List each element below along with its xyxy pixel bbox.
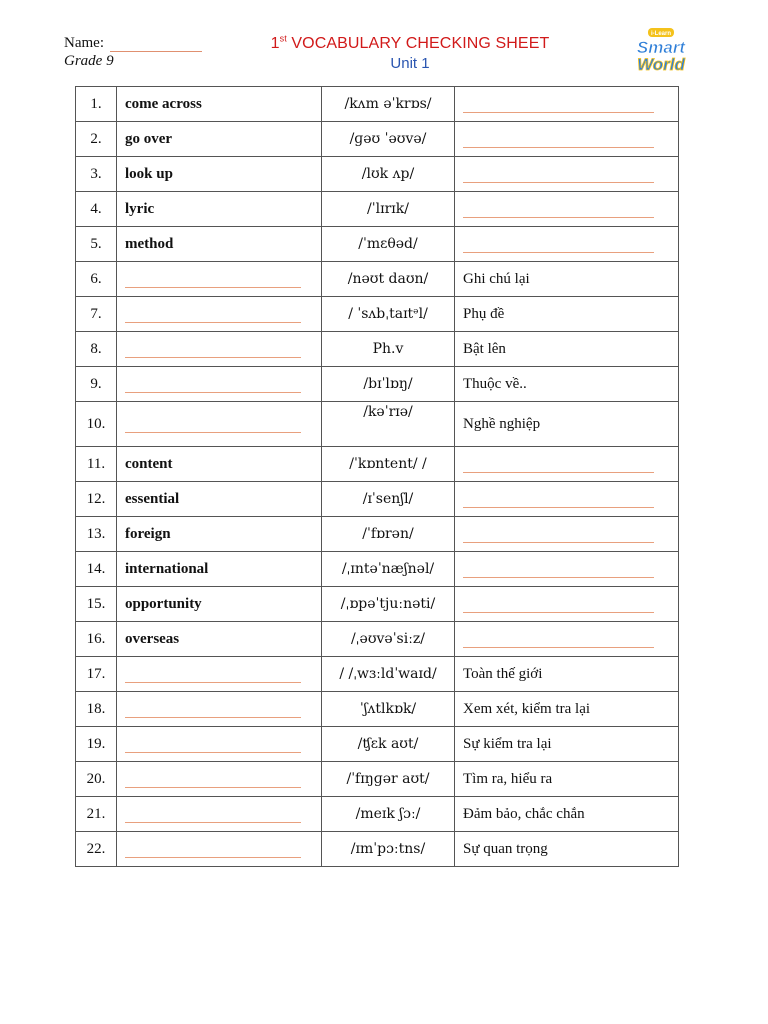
word-cell[interactable] [117,297,322,332]
meaning-cell[interactable] [455,227,679,262]
meaning-blank-field[interactable] [463,166,654,183]
pronunciation-cell: /ʧɛk aʊt/ [322,727,455,762]
logo-word-smart: Smart [636,38,686,57]
meaning-cell[interactable] [455,122,679,157]
word-cell: method [117,227,322,262]
word-cell: lyric [117,192,322,227]
pronunciation-cell: /kʌm əˈkrɒs/ [322,87,455,122]
meaning-cell: Phụ đề [455,297,679,332]
table-row [76,692,679,727]
table-row [76,402,679,447]
row-number: 16. [76,622,117,657]
pronunciation-cell: / ˈsʌbˌtaɪtᵊl/ [322,297,455,332]
table-row [76,587,679,622]
row-number: 13. [76,517,117,552]
smart-world-logo [628,28,694,74]
vocabulary-table [75,86,679,867]
table-row [76,727,679,762]
meaning-cell: Toàn thế giới [455,657,679,692]
row-number: 14. [76,552,117,587]
meaning-cell: Thuộc về.. [455,367,679,402]
pronunciation-cell: /ɡəʊ ˈəʊvə/ [322,122,455,157]
table-row [76,297,679,332]
word-cell[interactable] [117,367,322,402]
table-row [76,552,679,587]
word-cell: essential [117,482,322,517]
pronunciation-cell: /ˈlɪrɪk/ [322,192,455,227]
word-cell[interactable] [117,332,322,367]
meaning-blank-field[interactable] [463,526,654,543]
word-cell: come across [117,87,322,122]
title-prefix: 1 [270,35,280,52]
word-blank-field[interactable] [125,701,301,718]
meaning-blank-field[interactable] [463,561,654,578]
table-row [76,482,679,517]
word-blank-field[interactable] [125,666,301,683]
pronunciation-cell: /ˌəʊvəˈsiːz/ [322,622,455,657]
row-number: 3. [76,157,117,192]
meaning-blank-field[interactable] [463,96,654,113]
word-blank-field[interactable] [125,341,301,358]
table-row [76,157,679,192]
word-cell: look up [117,157,322,192]
row-number: 18. [76,692,117,727]
word-cell: foreign [117,517,322,552]
word-blank-field[interactable] [125,841,301,858]
pronunciation-cell: /ˈmɛθəd/ [322,227,455,262]
title-text: VOCABULARY CHECKING SHEET [286,35,550,52]
word-blank-field[interactable] [125,736,301,753]
meaning-blank-field[interactable] [463,491,654,508]
row-number: 6. [76,262,117,297]
pronunciation-cell: / /ˌwɜːldˈwaɪd/ [322,657,455,692]
title-block [230,34,590,73]
table-row [76,447,679,482]
row-number: 15. [76,587,117,622]
pronunciation-cell: Ph.v [322,332,455,367]
table-row [76,517,679,552]
meaning-blank-field[interactable] [463,596,654,613]
table-row [76,832,679,867]
vocabulary-table-body [76,87,679,867]
word-cell[interactable] [117,727,322,762]
word-blank-field[interactable] [125,806,301,823]
row-number: 4. [76,192,117,227]
unit-subtitle: Unit 1 [390,55,430,72]
row-number: 7. [76,297,117,332]
logo-word-world: World [637,55,685,74]
pronunciation-cell: /ˈfɒrən/ [322,517,455,552]
pronunciation-cell: /nəʊt daʊn/ [322,262,455,297]
table-row [76,87,679,122]
row-number: 20. [76,762,117,797]
row-number: 8. [76,332,117,367]
row-number: 19. [76,727,117,762]
meaning-cell[interactable] [455,157,679,192]
word-cell: opportunity [117,587,322,622]
meaning-cell[interactable] [455,587,679,622]
row-number: 9. [76,367,117,402]
word-cell: overseas [117,622,322,657]
meaning-cell[interactable] [455,552,679,587]
word-blank-field[interactable] [125,271,301,288]
meaning-blank-field[interactable] [463,201,654,218]
word-cell[interactable] [117,262,322,297]
word-blank-field[interactable] [125,416,301,433]
meaning-blank-field[interactable] [463,236,654,253]
name-blank-field[interactable] [110,38,202,52]
row-number: 10. [76,402,117,447]
grade-label: Grade 9 [64,53,114,69]
pronunciation-cell: /bɪˈlɒŋ/ [322,367,455,402]
name-label: Name: [64,35,104,51]
word-cell: go over [117,122,322,157]
row-number: 17. [76,657,117,692]
row-number: 12. [76,482,117,517]
table-row [76,227,679,262]
pronunciation-cell: /ɪmˈpɔːtns/ [322,832,455,867]
table-row [76,262,679,297]
row-number: 11. [76,447,117,482]
word-blank-field[interactable] [125,306,301,323]
meaning-cell: Sự kiểm tra lại [455,727,679,762]
meaning-cell: Đảm bảo, chắc chắn [455,797,679,832]
table-row [76,762,679,797]
meaning-cell: Ghi chú lại [455,262,679,297]
row-number: 2. [76,122,117,157]
word-cell[interactable] [117,832,322,867]
meaning-cell[interactable] [455,192,679,227]
meaning-cell: Bật lên [455,332,679,367]
word-cell[interactable] [117,692,322,727]
meaning-blank-field[interactable] [463,131,654,148]
page-title [230,34,590,54]
table-row [76,367,679,402]
word-cell[interactable] [117,797,322,832]
table-row [76,797,679,832]
meaning-blank-field[interactable] [463,456,654,473]
word-cell[interactable] [117,657,322,692]
word-cell[interactable] [117,402,322,447]
pronunciation-cell: /ɪˈsenʃl/ [322,482,455,517]
pronunciation-cell: /ˈkɒntent/ / [322,447,455,482]
word-blank-field[interactable] [125,771,301,788]
row-number: 22. [76,832,117,867]
row-number: 1. [76,87,117,122]
pronunciation-cell: /meɪk ʃɔː/ [322,797,455,832]
title-superscript: st [279,33,287,44]
pronunciation-cell: ˈʃʌtlkɒk/ [322,692,455,727]
pronunciation-cell: /ˌɪntəˈnæʃnəl/ [322,552,455,587]
meaning-cell: Tìm ra, hiểu ra [455,762,679,797]
meaning-cell[interactable] [455,517,679,552]
meaning-cell[interactable] [455,622,679,657]
logo-top-text: i-Learn [650,31,672,37]
meaning-cell[interactable] [455,87,679,122]
name-row [64,34,202,52]
table-row [76,622,679,657]
word-blank-field[interactable] [125,376,301,393]
table-row [76,657,679,692]
word-cell: international [117,552,322,587]
word-cell: content [117,447,322,482]
meaning-cell: Xem xét, kiểm tra lại [455,692,679,727]
meaning-cell: Nghề nghiệp [455,402,679,447]
pronunciation-cell: /ˈfɪŋɡər aʊt/ [322,762,455,797]
meaning-cell: Sự quan trọng [455,832,679,867]
meaning-blank-field[interactable] [463,631,654,648]
row-number: 21. [76,797,117,832]
row-number: 5. [76,227,117,262]
pronunciation-cell: /lʊk ʌp/ [322,157,455,192]
pronunciation-cell: /kəˈrɪə/ [322,402,455,447]
meaning-cell[interactable] [455,447,679,482]
pronunciation-cell: /ˌɒpəˈtjuːnəti/ [322,587,455,622]
student-info [64,34,202,70]
table-row [76,332,679,367]
table-row [76,122,679,157]
meaning-cell[interactable] [455,482,679,517]
table-row [76,192,679,227]
word-cell[interactable] [117,762,322,797]
